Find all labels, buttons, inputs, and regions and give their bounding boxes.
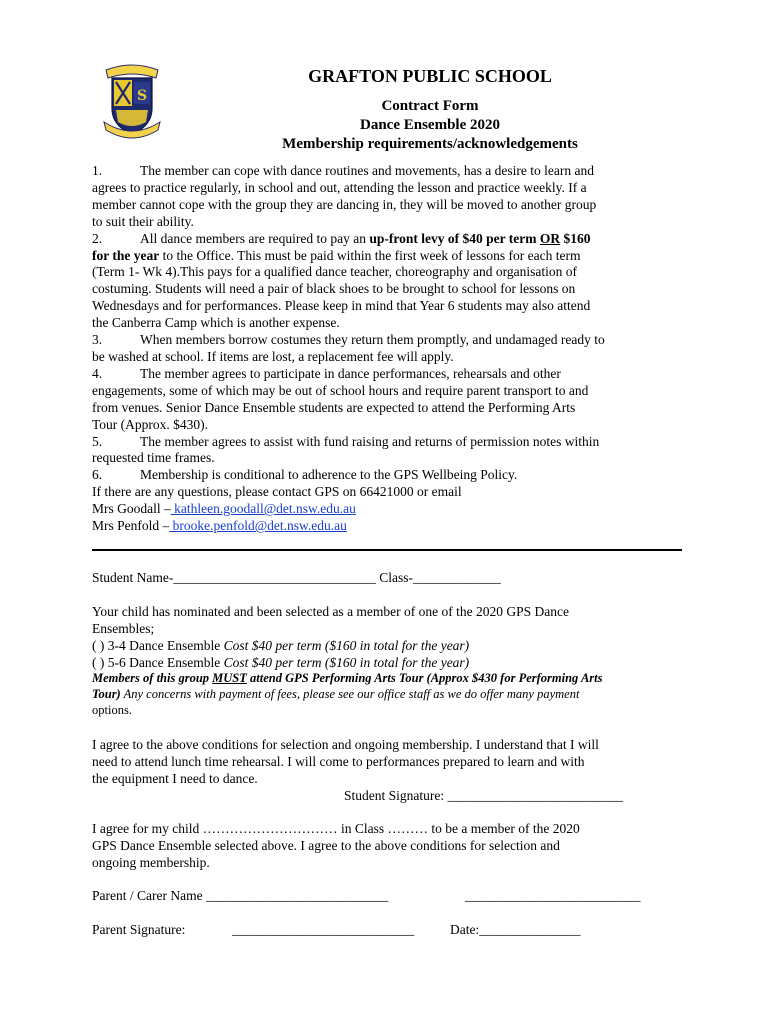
- list-item: 3. When members borrow costumes they return them promptly, and undamaged ready to: [92, 332, 605, 348]
- list-item-text: Tour (Approx. $430).: [92, 416, 209, 432]
- list-item: 2. All dance members are required to pay an up-front levy of $40 per term OR $160: [92, 230, 591, 246]
- parent-agreement-text-3: ongoing membership.: [92, 855, 210, 870]
- contact-goodall: Mrs Goodall – kathleen.goodall@det.nsw.edu.au: [92, 501, 356, 517]
- list-item-text: member cannot cope with the group they are dancing in, they will be moved to another group: [92, 196, 597, 212]
- list-item: 1. The member can cope with dance routines and movements, has a desire to learn and: [92, 163, 594, 178]
- list-item: 6. Membership is conditional to adherence to the GPS Wellbeing Policy.: [92, 467, 518, 483]
- agreement-text: I agree to the above conditions for selection and ongoing membership. I understand that I will: [92, 737, 599, 752]
- list-item-text: (Term 1- Wk 4).This pays for a qualified dance teacher, choreography and organisation of: [92, 264, 577, 280]
- must-attend-note: Members of this group MUST attend GPS Performing Arts Tour (Approx $430 for Performing Arts: [92, 671, 603, 685]
- list-item-text: the Canberra Camp which is another expense.: [92, 315, 340, 331]
- agreement-text-3: the equipment I need to dance.: [92, 771, 258, 786]
- parent-agreement-text: I agree for my child ………………………… in Class ……… to be a member of the 2020: [92, 821, 580, 836]
- nominated-text: Your child has nominated and been selected as a member of one of the 2020 GPS Dance: [92, 604, 570, 619]
- parent-signature-label: Parent Signature:: [92, 922, 186, 937]
- agreement-text-2: need to attend lunch time rehearsal. I will come to performances prepared to learn and with: [92, 754, 585, 769]
- ensemble-title: Dance Ensemble 2020: [360, 117, 500, 133]
- list-item-text: agrees to practice regularly, in school and out, attending the lesson and practice weekly. If a: [92, 179, 587, 195]
- list-item-text: to suit their ability.: [92, 213, 194, 229]
- payment-note-cont: options.: [92, 703, 132, 717]
- list-item-text: engagements, some of which may be out of school hours and require parent transport to and: [92, 382, 589, 398]
- option-5-6-ensemble[interactable]: ( ) 5-6 Dance Ensemble Cost $40 per term ($160 in total for the year): [92, 655, 470, 670]
- parent-agreement-text-2: GPS Dance Ensemble selected above. I agree to the above conditions for selection and: [92, 838, 560, 853]
- date-field[interactable]: Date:_______________: [450, 922, 581, 937]
- contact-penfold: Mrs Penfold – brooke.penfold@det.nsw.edu.au: [92, 518, 347, 534]
- list-item-text: costuming. Students will need a pair of black shoes to be brought to school for lessons on: [92, 281, 576, 297]
- section-heading: Membership requirements/acknowledgements: [282, 136, 578, 152]
- parent-carer-name-field[interactable]: Parent / Carer Name ___________________________: [92, 888, 389, 903]
- contact-line: If there are any questions, please contact GPS on 66421000 or email: [92, 484, 462, 500]
- school-title: GRAFTON PUBLIC SCHOOL: [308, 66, 552, 86]
- list-item-text: Wednesdays and for performances. Please keep in mind that Year 6 students may also attend: [92, 298, 591, 314]
- payment-note: Tour) Any concerns with payment of fees, please see our office staff as we do offer many payment: [92, 687, 580, 701]
- list-item-text: from venues. Senior Dance Ensemble students are expected to attend the Performing Arts: [92, 399, 576, 415]
- parent-signature-field[interactable]: ___________________________: [232, 922, 415, 937]
- section-divider: [92, 549, 682, 551]
- form-title: Contract Form: [381, 98, 479, 114]
- goodall-email-link[interactable]: kathleen.goodall@det.nsw.edu.au: [170, 501, 356, 517]
- list-item-text: be washed at school. If items are lost, a replacement fee will apply.: [92, 348, 454, 364]
- student-name-field[interactable]: Student Name-______________________________ Class-_____________: [92, 570, 501, 585]
- svg-text:S: S: [137, 88, 148, 104]
- list-item-text: requested time frames.: [92, 450, 215, 466]
- list-item: 4. The member agrees to participate in dance performances, rehearsals and other: [92, 365, 561, 381]
- student-signature-field[interactable]: Student Signature: __________________________: [344, 788, 623, 803]
- penfold-email-link[interactable]: brooke.penfold@det.nsw.edu.au: [169, 518, 347, 534]
- list-item: 5. The member agrees to assist with fund raising and returns of permission notes within: [92, 433, 600, 449]
- requirements-list: [92, 163, 682, 535]
- parent-carer-extra-field[interactable]: __________________________: [465, 888, 641, 903]
- nominated-text-cont: Ensembles;: [92, 621, 155, 636]
- list-item-text: for the year to the Office. This must be paid within the first week of lessons for each term: [92, 247, 581, 263]
- option-3-4-ensemble[interactable]: ( ) 3-4 Dance Ensemble Cost $40 per term ($160 in total for the year): [92, 638, 470, 653]
